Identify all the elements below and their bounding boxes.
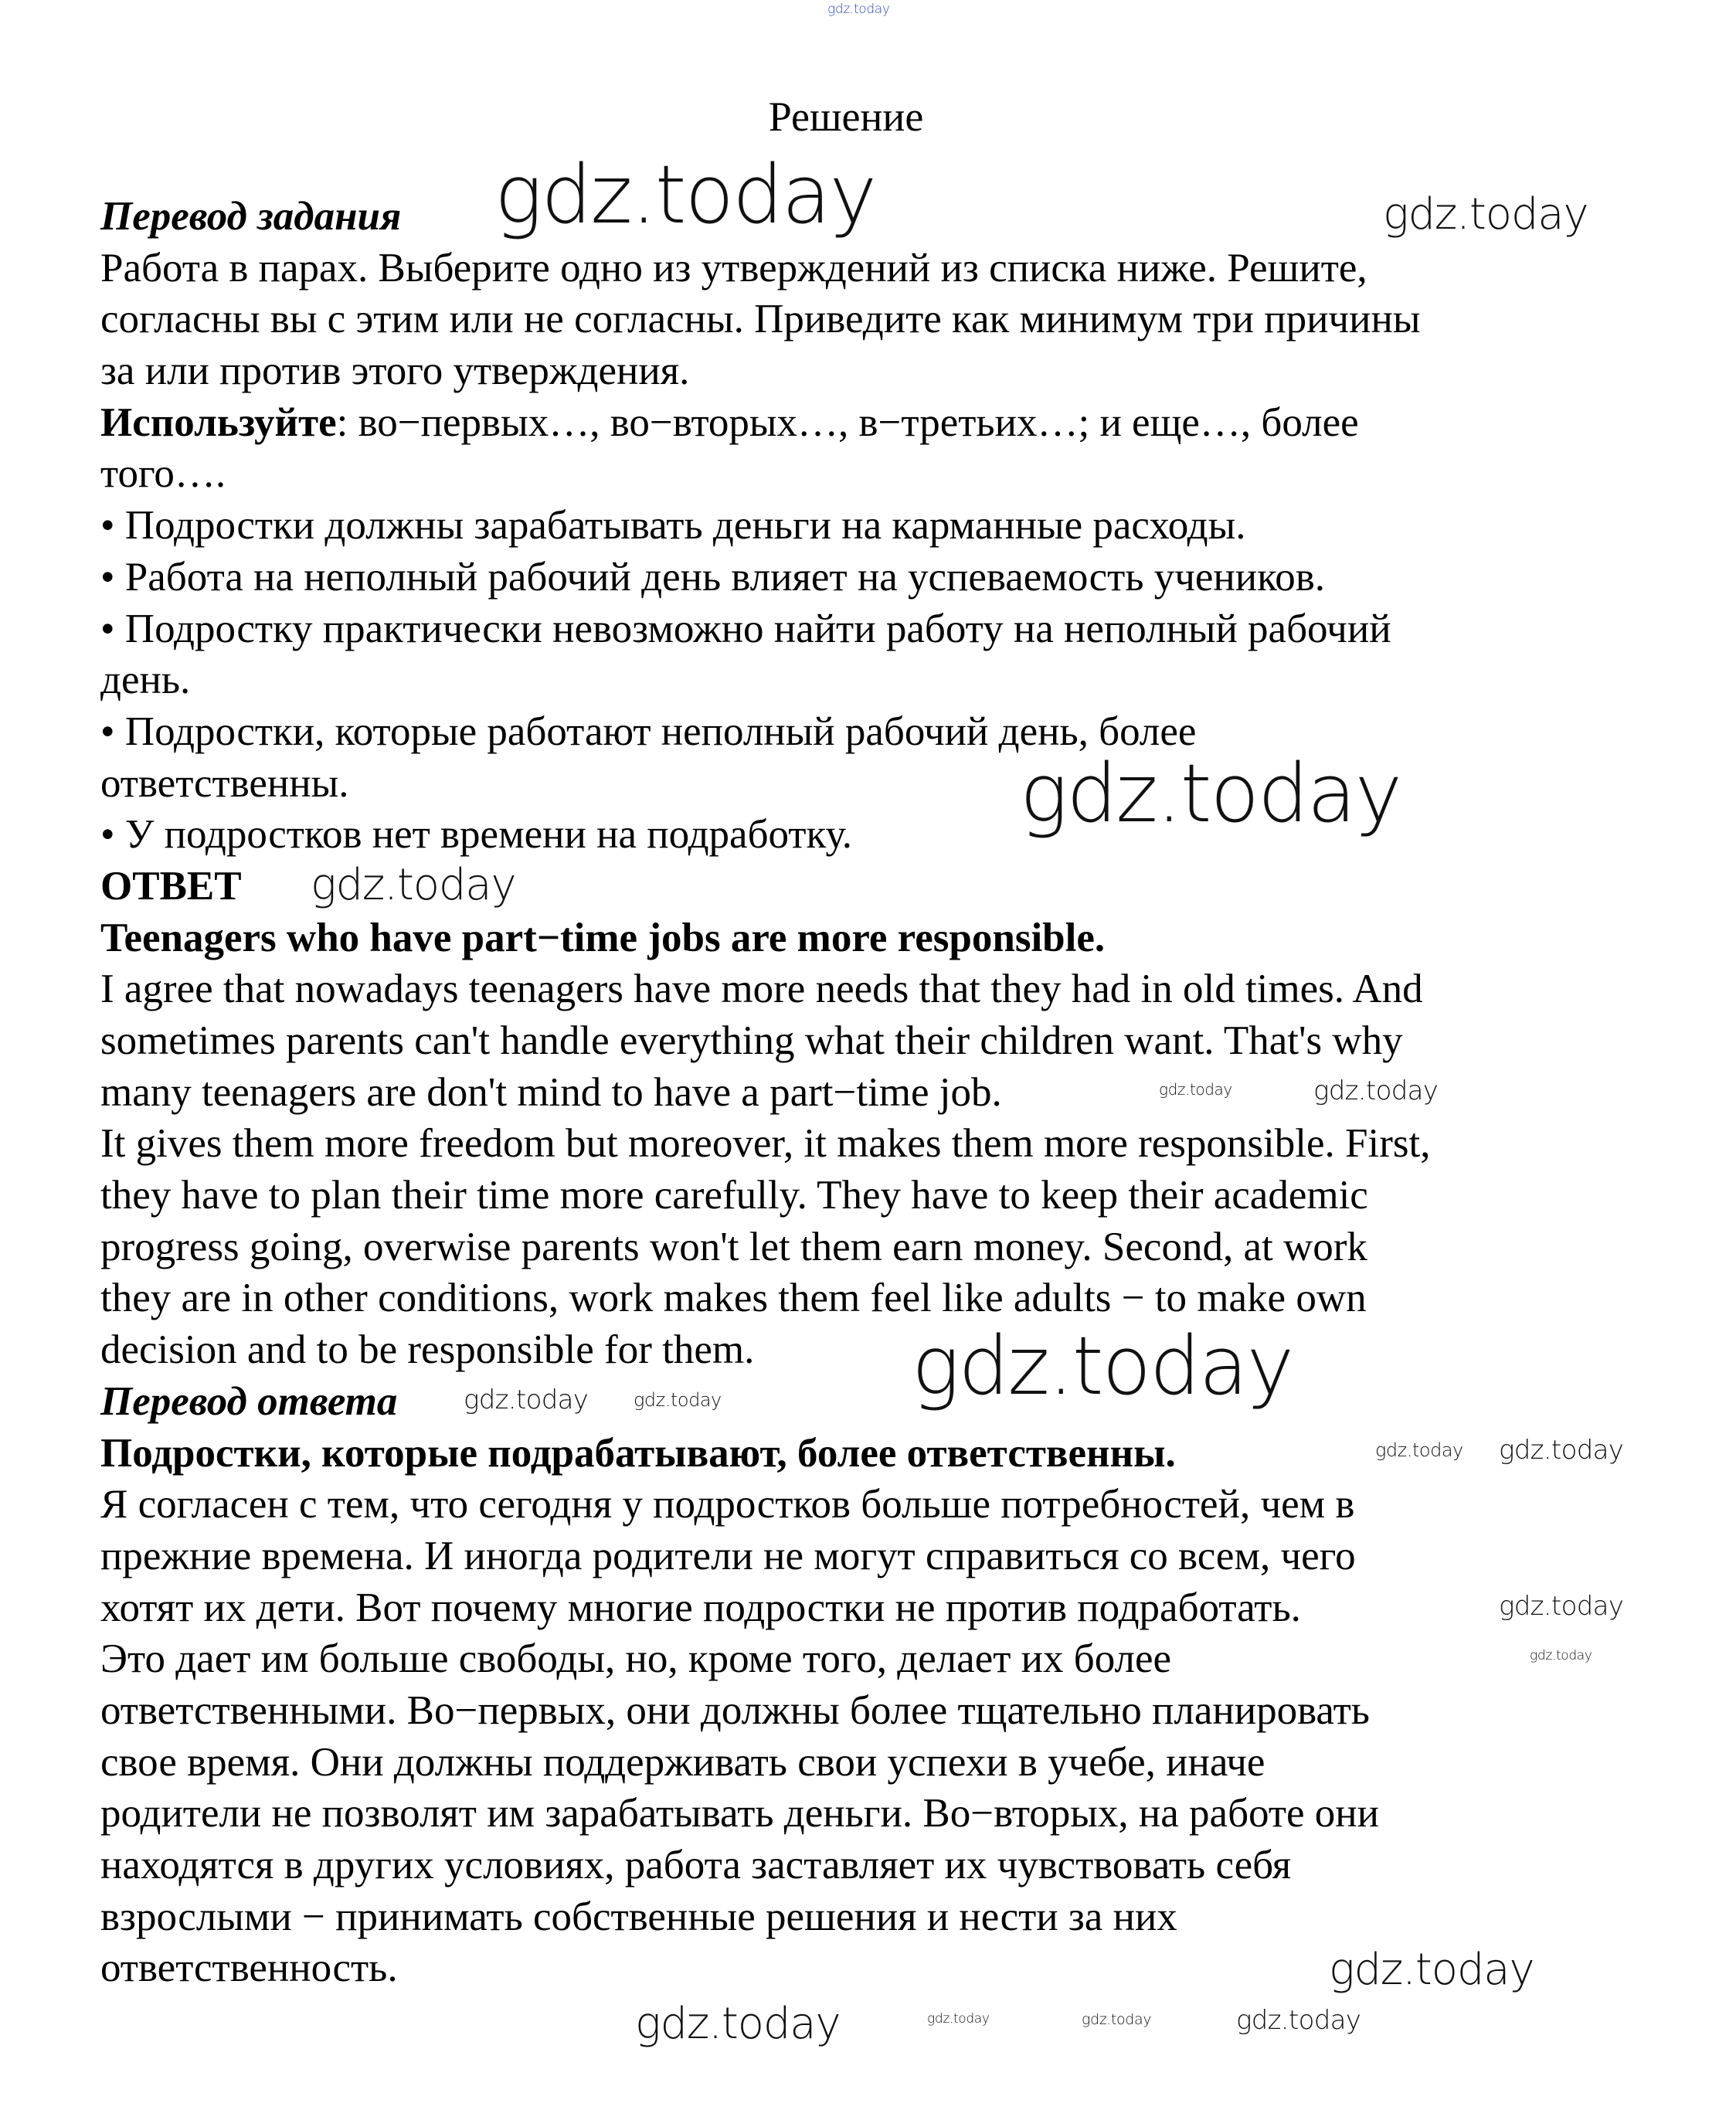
text-line: It gives them more freedom but moreover, it makes them more responsible. First,	[100, 1121, 1431, 1167]
watermark: gdz.today	[1499, 1591, 1624, 1622]
answer-statement: Teenagers who have part−time jobs are more responsible.	[100, 915, 1106, 960]
watermark: gdz.today	[311, 860, 516, 910]
text-line: they are in other conditions, work makes them feel like adults − to make own	[100, 1276, 1367, 1321]
watermark: gdz.today	[827, 2, 890, 17]
text-line: согласны вы с этим или не согласны. Приведите как минимум три причины	[100, 297, 1421, 342]
watermark: gdz.today	[927, 2011, 990, 2027]
watermark: gdz.today	[1383, 189, 1588, 240]
watermark: gdz.today	[1499, 1435, 1624, 1466]
bullet-item: • Работа на неполный рабочий день влияет на успеваемость учеников.	[100, 554, 1325, 600]
watermark: gdz.today	[634, 1389, 722, 1411]
page-title: Решение	[768, 93, 924, 140]
watermark: gdz.today	[1020, 746, 1401, 841]
text-line: ответственными. Во−первых, они должны более тщательно планировать	[100, 1687, 1370, 1733]
text-line: взрослыми − принимать собственные решения и нести за них	[100, 1894, 1177, 1939]
text-line: того….	[100, 451, 226, 497]
watermark: gdz.today	[1313, 1075, 1439, 1106]
watermark: gdz.today	[1082, 2011, 1152, 2028]
watermark: gdz.today	[1375, 1439, 1463, 1461]
task-translation-heading: Перевод задания	[100, 194, 402, 239]
answer-heading: ОТВЕТ	[100, 863, 242, 909]
use-label: Используйте	[100, 399, 337, 445]
watermark: gdz.today	[912, 1319, 1293, 1413]
text-line: I agree that nowadays teenagers have more needs that they had in old times. And	[100, 967, 1423, 1012]
watermark: gdz.today	[635, 1999, 841, 2049]
text-line: decision and to be responsible for them.	[100, 1327, 755, 1373]
bullet-item: • Подростку практически невозможно найти работу на неполный рабочий	[100, 606, 1391, 651]
text-line: Я согласен с тем, что сегодня у подростков больше потребностей, чем в	[100, 1482, 1355, 1527]
bullet-item: • Подростки должны зарабатывать деньги на карманные расходы.	[100, 503, 1246, 549]
text-line: хотят их дети. Вот почему многие подростки не против подработать.	[100, 1585, 1301, 1630]
text-line: progress going, overwise parents won't let them earn money. Second, at work	[100, 1224, 1367, 1269]
text-line: Это дает им больше свободы, но, кроме того, делает их более	[100, 1636, 1172, 1682]
text-line: sometimes parents can't handle everything what their children want. That's why	[100, 1018, 1403, 1063]
text-line: за или против этого утверждения.	[100, 348, 690, 394]
bullet-item: ответственны.	[100, 760, 349, 806]
answer-translation-statement: Подростки, которые подрабатывают, более ответственны.	[100, 1430, 1176, 1476]
watermark: gdz.today	[1329, 1945, 1534, 1995]
text-line: they have to plan their time more carefully. They have to keep their academic	[100, 1173, 1368, 1218]
text-line: свое время. Они должны поддерживать свои успехи в учебе, иначе	[100, 1739, 1265, 1785]
answer-translation-heading: Перевод ответа	[100, 1378, 398, 1424]
text-line: many teenagers are don't mind to have a part−time job.	[100, 1069, 1002, 1115]
text-line: родители не позволят им зарабатывать деньги. Во−вторых, на работе они	[100, 1791, 1380, 1836]
watermark: gdz.today	[1236, 2005, 1361, 2036]
use-text: : во−первых…, во−вторых…, в−третьих…; и еще…, более	[336, 399, 1359, 445]
bullet-item: день.	[100, 657, 191, 703]
watermark: gdz.today	[464, 1385, 589, 1415]
text-line: находятся в других условиях, работа заставляет их чувствовать себя	[100, 1843, 1292, 1887]
text-line: прежние времена. И иногда родители не могут справиться со всем, чего	[100, 1533, 1356, 1578]
text-line: Работа в парах. Выберите одно из утверждений из списка ниже. Решите,	[100, 245, 1367, 291]
use-line	[100, 397, 1359, 449]
watermark: gdz.today	[1530, 1648, 1592, 1663]
text-line: ответственность.	[100, 1945, 398, 1991]
watermark: gdz.today	[494, 148, 876, 242]
watermark: gdz.today	[1159, 1080, 1232, 1099]
bullet-item: • Подростки, которые работают неполный рабочий день, более	[100, 708, 1197, 754]
bullet-item: • У подростков нет времени на подработку.	[100, 812, 852, 858]
